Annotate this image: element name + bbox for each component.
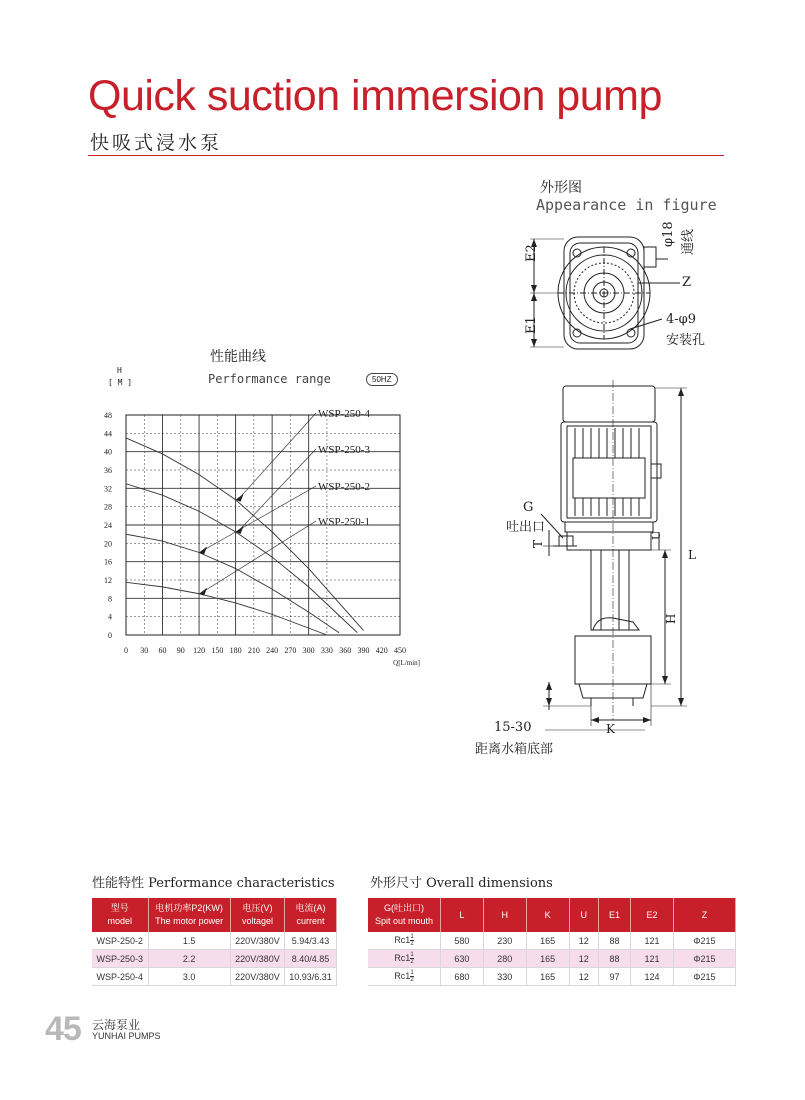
cell: 220V/380V <box>230 950 284 968</box>
x-tick-label: 420 <box>375 646 388 655</box>
appearance-title-cn: 外形图 <box>540 180 582 196</box>
appearance-title-en: Appearance in figure <box>536 196 717 214</box>
page-title: Quick suction immersion pump <box>88 72 662 120</box>
chart-badge: 50HZ <box>366 373 398 386</box>
x-tick-label: 300 <box>302 646 315 655</box>
x-tick-label: 90 <box>176 646 185 655</box>
cell: 97 <box>598 968 630 986</box>
y-tick-label: 4 <box>108 612 112 622</box>
x-tick-label: 390 <box>357 646 370 655</box>
cell: 88 <box>598 932 630 950</box>
perf-header-power: 电机功率P2(KW) The motor power <box>148 898 230 932</box>
cell: 124 <box>631 968 674 986</box>
dims-header-k: K <box>526 898 569 932</box>
perf-header-current: 电流(A) current <box>285 898 337 932</box>
label-h: H <box>664 613 678 624</box>
dimensions-caption: 外形尺寸 Overall dimensions <box>370 876 553 891</box>
dimensions-table <box>368 898 736 986</box>
dims-header-e1: E1 <box>598 898 630 932</box>
cell: Φ215 <box>673 968 735 986</box>
series-line <box>126 438 363 631</box>
y-tick-label: 36 <box>104 466 112 475</box>
x-tick-label: 240 <box>266 646 279 655</box>
label-anzhuangkong: 安装孔 <box>666 333 706 348</box>
series-line <box>126 534 339 633</box>
cell: 165 <box>526 950 569 968</box>
dims-header-e2: E2 <box>631 898 674 932</box>
cell: 8.40/4.85 <box>285 950 337 968</box>
cell: 2.2 <box>148 950 230 968</box>
brand-name-cn: 云海泵业 <box>92 1018 141 1032</box>
pump-side-view <box>505 380 720 750</box>
x-tick-label: 330 <box>320 646 333 655</box>
cell: 230 <box>483 932 526 950</box>
label-g: G <box>523 500 534 515</box>
chart-title: Performance range <box>208 372 331 386</box>
y-tick-label: 16 <box>104 557 112 567</box>
label-u: U <box>650 530 663 540</box>
cell: 330 <box>483 968 526 986</box>
cell: 220V/380V <box>230 968 284 986</box>
cell: 280 <box>483 950 526 968</box>
cell: WSP-250-4 <box>92 968 148 986</box>
x-tick-label: 150 <box>211 646 224 655</box>
cell: 121 <box>631 950 674 968</box>
g-cell: Rc1 $\frac{1}{2}$ <box>368 932 441 950</box>
cell: WSP-250-2 <box>92 932 148 950</box>
g-cell: Rc1 $\frac{1}{2}$ <box>368 950 441 968</box>
label-gap-cn: 距离水箱底部 <box>475 742 554 757</box>
cell: 12 <box>569 932 598 950</box>
performance-caption: 性能特性 Performance characteristics <box>92 876 335 891</box>
g-cell: Rc1 $\frac{1}{2}$ <box>368 968 441 986</box>
chart-yunit: [ M ] <box>108 378 133 387</box>
perf-header-voltage: 电压(V) voltagel <box>230 898 284 932</box>
y-tick-label: 48 <box>104 411 112 420</box>
series-line <box>126 582 327 635</box>
legend-label: WSP-250-2 <box>318 481 370 493</box>
legend-leader <box>240 413 316 498</box>
y-tick-label: 28 <box>104 502 112 512</box>
y-tick-label: 0 <box>108 631 112 640</box>
cell: 630 <box>441 950 484 968</box>
legend-label: WSP-250-1 <box>318 516 370 528</box>
y-tick-label: 12 <box>104 576 112 585</box>
cell: 10.93/6.31 <box>285 968 337 986</box>
cell: 580 <box>441 932 484 950</box>
performance-chart <box>92 395 437 680</box>
label-gap: 15-30 <box>494 720 532 735</box>
dims-header-g: G(吐出口) Spit out mouth <box>368 898 441 932</box>
table-row <box>368 968 736 986</box>
x-tick-label: 30 <box>140 646 149 655</box>
label-outlet-cn: 吐出口 <box>506 520 546 535</box>
cell: 1.5 <box>148 932 230 950</box>
cell: Φ215 <box>673 932 735 950</box>
x-tick-label: 120 <box>193 646 206 655</box>
dims-header-h: H <box>483 898 526 932</box>
cell: 121 <box>631 932 674 950</box>
perf-header-model: 型号 model <box>92 898 148 932</box>
label-holes: 4-φ9 <box>666 312 697 327</box>
table-row <box>92 950 337 968</box>
label-phi18: φ18 <box>661 221 676 247</box>
cell: Φ215 <box>673 950 735 968</box>
cell: 220V/380V <box>230 932 284 950</box>
x-tick-label: 360 <box>339 646 352 655</box>
cell: 5.94/3.43 <box>285 932 337 950</box>
y-tick-label: 32 <box>104 484 112 494</box>
label-z: Z <box>682 275 692 290</box>
table-row <box>92 968 337 986</box>
label-l: L <box>688 548 696 562</box>
cell: 165 <box>526 968 569 986</box>
x-tick-label: 450 <box>394 646 406 655</box>
cell: 12 <box>569 950 598 968</box>
label-t: T <box>531 539 545 548</box>
label-tongxian: 通线 <box>681 228 696 255</box>
header-rule <box>88 155 724 156</box>
series-line <box>126 484 357 633</box>
table-row <box>92 932 337 950</box>
page-number: 45 <box>45 1010 81 1048</box>
label-e1: E1 <box>524 316 539 334</box>
legend-leader <box>240 449 316 530</box>
brand-name-en: YUNHAI PUMPS <box>92 1031 161 1041</box>
x-tick-label: 270 <box>284 646 297 655</box>
table-row <box>368 932 736 950</box>
dims-header-u: U <box>569 898 598 932</box>
cell: 88 <box>598 950 630 968</box>
performance-table <box>92 898 337 986</box>
chart-ylabel: H <box>117 366 122 375</box>
cell: 12 <box>569 968 598 986</box>
x-axis-label: Q[L/min] <box>393 659 420 667</box>
x-tick-label: 0 <box>124 646 128 655</box>
label-e2: E2 <box>524 244 539 262</box>
y-tick-label: 40 <box>104 447 112 457</box>
chart-title-cn: 性能曲线 <box>210 349 266 365</box>
x-tick-label: 180 <box>229 646 242 655</box>
table-row <box>368 950 736 968</box>
legend-arrow <box>199 588 207 596</box>
dims-header-z: Z <box>673 898 735 932</box>
legend-leader <box>203 486 316 551</box>
x-tick-label: 210 <box>247 646 260 655</box>
cell: 165 <box>526 932 569 950</box>
label-k: K <box>606 722 615 736</box>
cell: WSP-250-3 <box>92 950 148 968</box>
legend-leader <box>203 521 316 592</box>
page-subtitle: 快吸式浸水泵 <box>90 132 223 154</box>
legend-label: WSP-250-3 <box>318 444 370 456</box>
y-tick-label: 24 <box>104 521 112 530</box>
y-tick-label: 20 <box>104 539 112 549</box>
cell: 680 <box>441 968 484 986</box>
dims-header-l: L <box>441 898 484 932</box>
y-tick-label: 8 <box>108 594 112 604</box>
legend-label: WSP-250-4 <box>318 408 370 420</box>
cell: 3.0 <box>148 968 230 986</box>
y-tick-label: 44 <box>104 429 112 439</box>
x-tick-label: 60 <box>158 646 167 655</box>
